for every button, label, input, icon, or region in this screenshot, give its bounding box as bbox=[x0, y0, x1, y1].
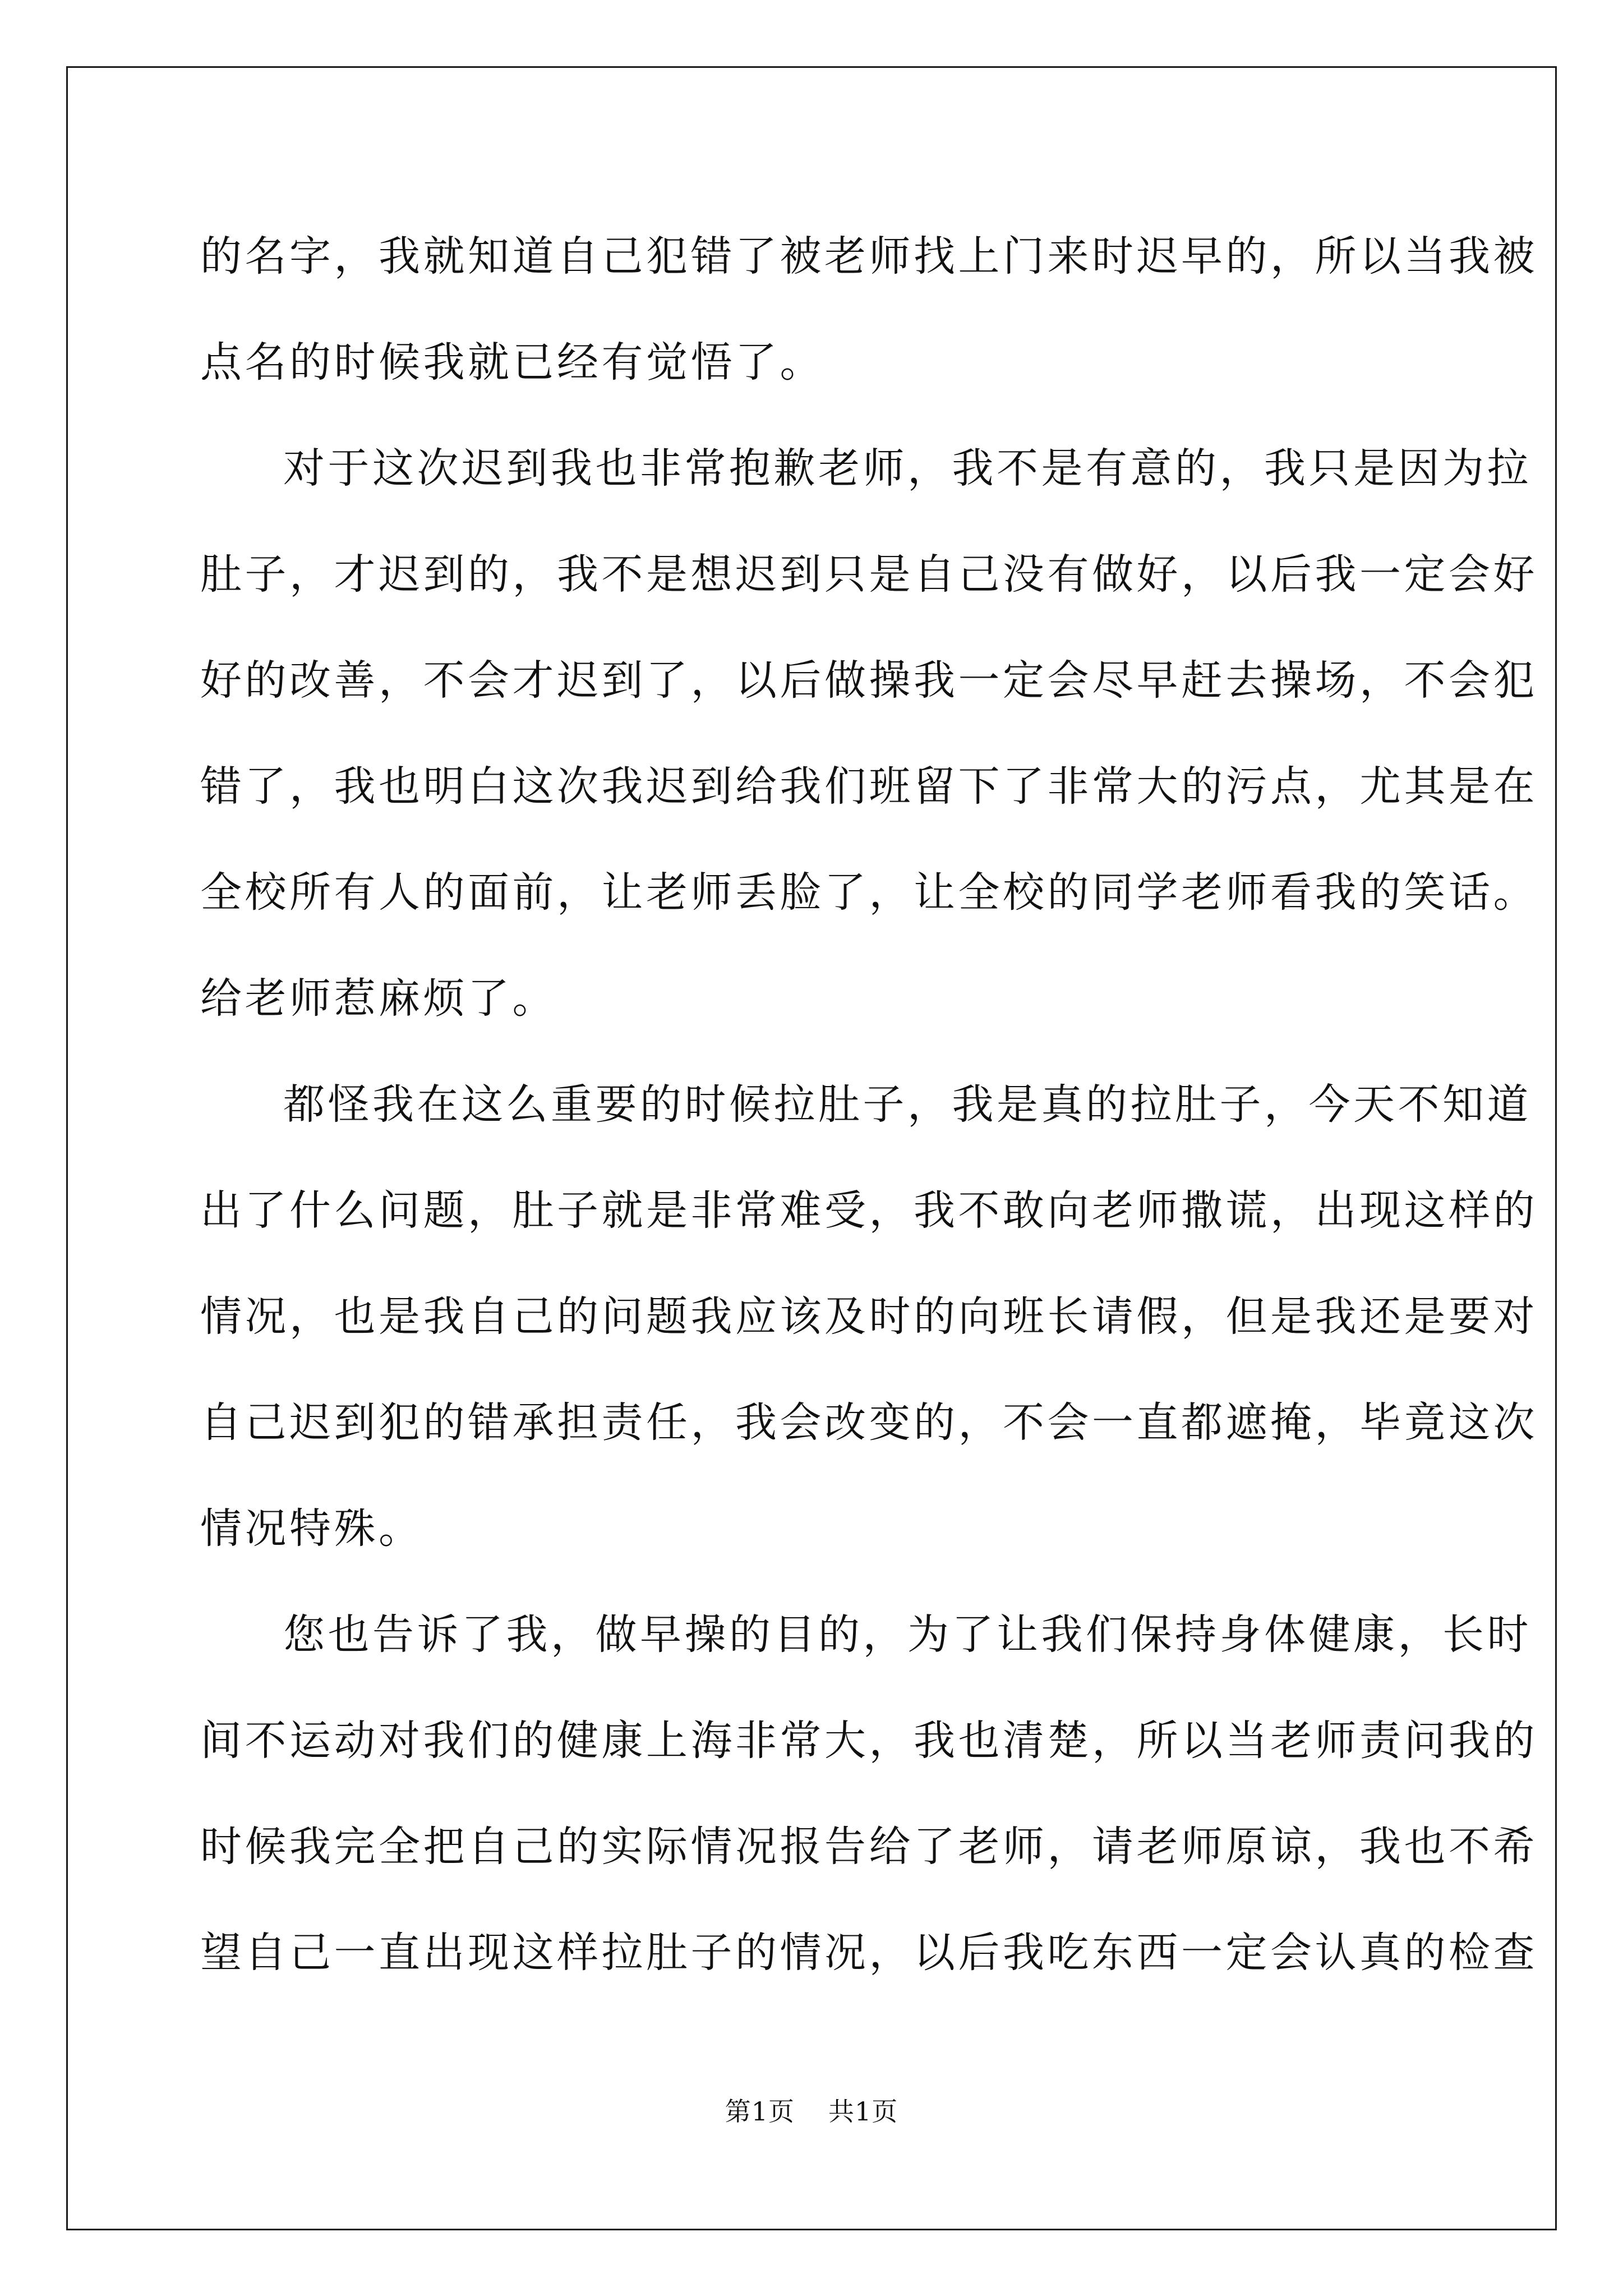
text-line: 自己迟到犯的错承担责任，我会改变的，不会一直都遮掩，毕竟这次 bbox=[200, 1398, 1538, 1447]
paragraph-start-line: 您也告诉了我，做早操的目的，为了让我们保持身体健康，长时 bbox=[283, 1611, 1532, 1659]
paragraph-start-line: 对于这次迟到我也非常抱歉老师，我不是有意的，我只是因为拉 bbox=[283, 444, 1532, 493]
text-line: 错了，我也明白这次我迟到给我们班留下了非常大的污点，尤其是在 bbox=[200, 762, 1538, 811]
text-line: 情况，也是我自己的问题我应该及时的向班长请假，但是我还是要对 bbox=[200, 1292, 1538, 1341]
page-total: 共1页 bbox=[828, 2096, 898, 2127]
text-line: 好的改善，不会才迟到了，以后做操我一定会尽早赶去操场，不会犯 bbox=[200, 656, 1538, 705]
page-number: 第1页 bbox=[725, 2096, 795, 2127]
text-line: 出了什么问题，肚子就是非常难受，我不敢向老师撒谎，出现这样的 bbox=[200, 1186, 1538, 1235]
text-line: 的名字，我就知道自己犯错了被老师找上门来时迟早的，所以当我被 bbox=[200, 232, 1538, 280]
text-line: 给老师惹麻烦了。 bbox=[200, 974, 557, 1023]
text-line: 点名的时候我就已经有觉悟了。 bbox=[200, 338, 824, 386]
paragraph-start-line: 都怪我在这么重要的时候拉肚子，我是真的拉肚子，今天不知道 bbox=[283, 1080, 1532, 1129]
text-line: 时候我完全把自己的实际情况报告给了老师，请老师原谅，我也不希 bbox=[200, 1823, 1538, 1871]
page-footer bbox=[0, 2091, 1623, 2128]
text-line: 间不运动对我们的健康上海非常大，我也清楚，所以当老师责问我的 bbox=[200, 1717, 1538, 1765]
text-line: 望自己一直出现这样拉肚子的情况，以后我吃东西一定会认真的检查 bbox=[200, 1929, 1538, 1977]
text-line: 肚子，才迟到的，我不是想迟到只是自己没有做好，以后我一定会好 bbox=[200, 550, 1538, 599]
text-line: 全校所有人的面前，让老师丢脸了，让全校的同学老师看我的笑话。 bbox=[200, 868, 1538, 917]
document-body bbox=[200, 204, 1538, 2006]
text-line: 情况特殊。 bbox=[200, 1504, 423, 1553]
